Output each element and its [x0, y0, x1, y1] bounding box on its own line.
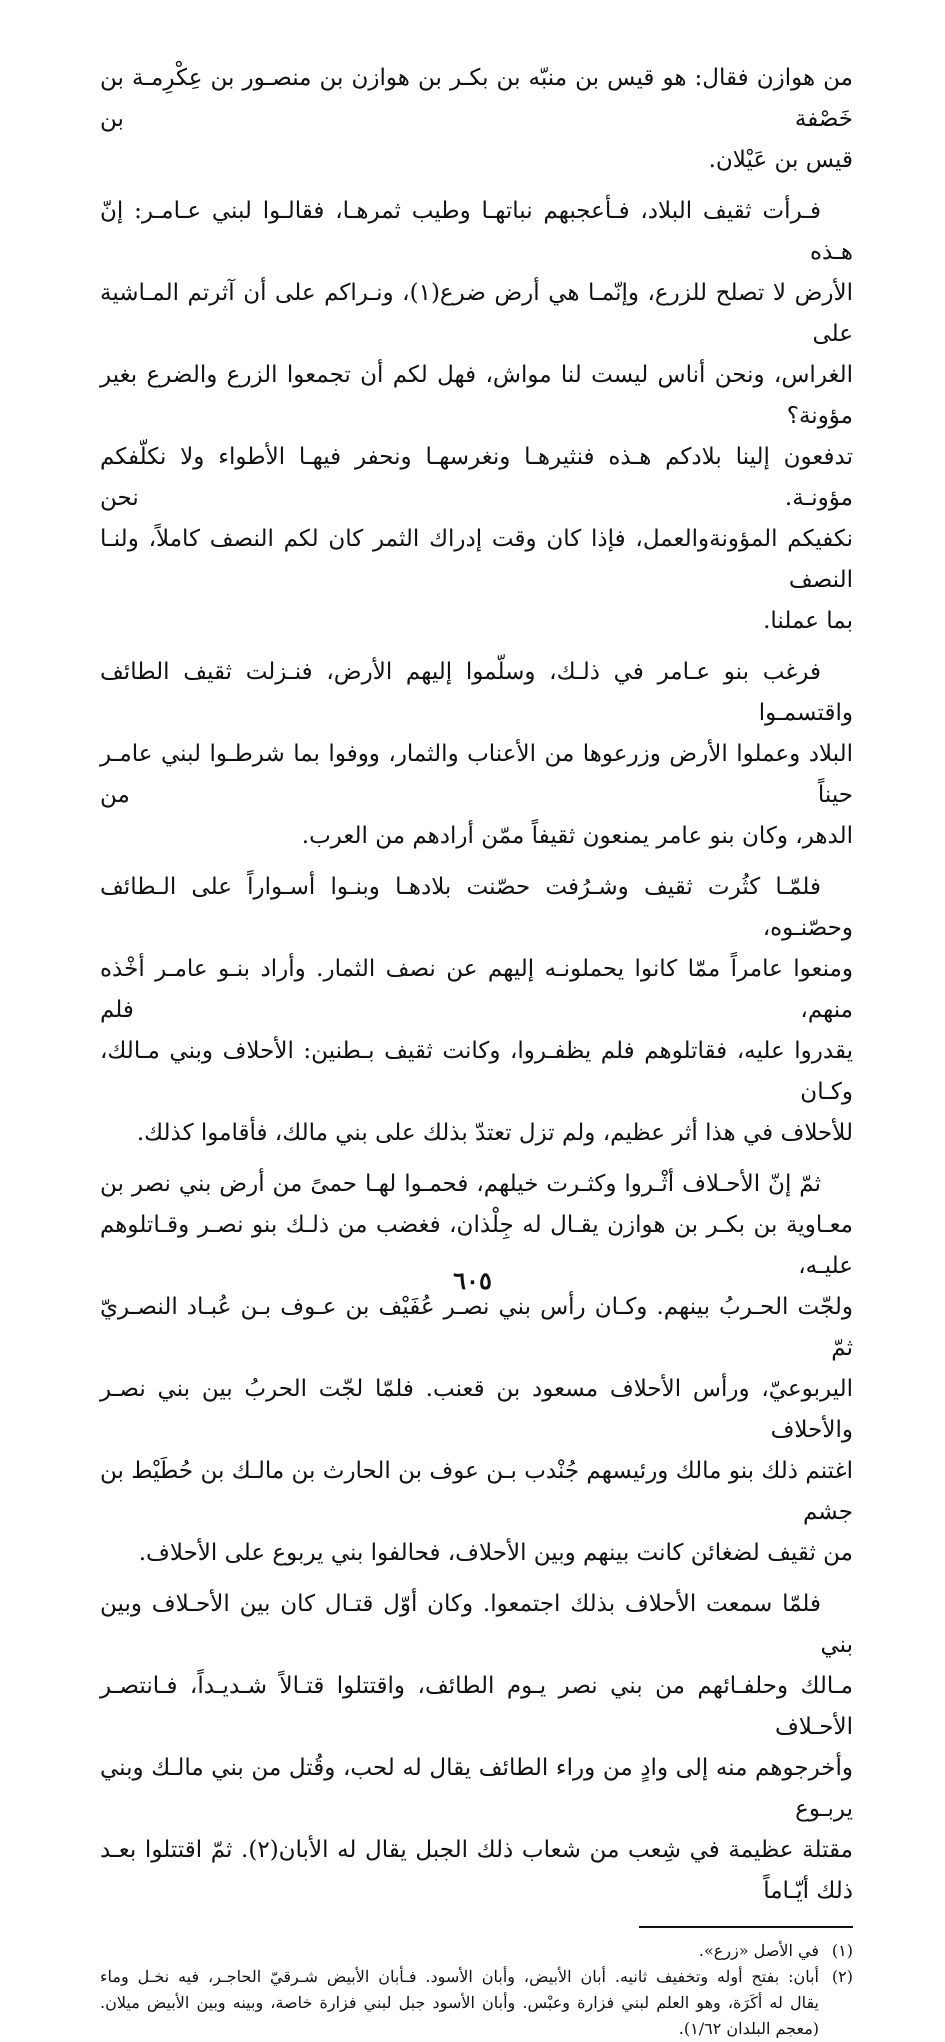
footnote-separator [639, 1926, 853, 1928]
text-line: ولجّت الحـربُ بينهم. وكـان رأس بني نصـر عُفَيْف بن عـوف بـن عُبـاد النصـريّ ثمّ [100, 1294, 853, 1361]
paragraph [100, 191, 853, 642]
page-number: ٦٠٥ [453, 1266, 492, 1295]
text-line: تدفعون إلينا بلادكم هـذه فنثيرهـا ونغرسهـا ونحفر فيهـا الأطواء ولا نكلّفكم مؤونـة. نحن [100, 444, 853, 511]
text-line: مقتلة عظيمة في شِعب من شعاب ذلك الجبل يقال له الأبان(٢). ثمّ اقتتلوا بعـد ذلك أيّـاماً [100, 1837, 853, 1904]
footnote-number: (٢) [831, 1967, 853, 1986]
footnote-text [100, 1964, 819, 2042]
text-line: الأرض لا تصلح للزرع، وإنّمـا هي أرض ضرع(١)، ونـراكم على أن آثرتم المـاشية على [100, 280, 853, 347]
paragraph [100, 1164, 853, 1574]
text-line: وأخرجوهم منه إلى وادٍ من وراء الطائف يقال له لحب، وقُتل من بني مالـك وبني يربـوع [100, 1755, 853, 1822]
footnote-line: أبان: بفتح أوله وتخفيف ثانيه. أبان الأبيض، وأبان الأسود. فـأبان الأبيض شـرقيّ الحاجـر، فيه نخـل وماء [100, 1967, 819, 1986]
footnote-line: يقال له أكَرَة، وهو العلم لبني فزارة وعبْس. وأبان الأسود جبل لبني فزارة خاصة، وبينه وبين الأبيض ميلان. [100, 1993, 819, 2012]
text-line: فـرأت ثقيف البلاد، فـأعجبهم نباتهـا وطيب ثمرهـا، فقالـوا لبني عـامـر: إنّ هـذه [100, 198, 853, 265]
paragraph [100, 652, 853, 857]
text-line: اليربوعيّ، ورأس الأحلاف مسعود بن قعنب. فلمّا لجّت الحربُ بين بني نصـر والأحلاف [100, 1376, 853, 1443]
text-line: اغتنم ذلك بنو مالك ورئيسهم جُنْدب بـن عوف بن الحارث بن مالـك بن حُطَيْط بن جشم [100, 1458, 853, 1525]
text-line: بما عملنا. [763, 608, 853, 634]
footnote-text [100, 1938, 819, 1964]
text-line: للأحلاف في هذا أثر عظيم، ولم تزل تعتدّ بذلك على بني مالك، فأقاموا كذلك. [136, 1120, 853, 1146]
paragraph [100, 1584, 853, 1912]
text-line: يقدروا عليه، فقاتلوهم فلم يظفـروا، وكانت ثقيف بـطنين: الأحلاف وبني مـالك، وكـان [100, 1038, 853, 1105]
text-line: الغراس، ونحن أناس ليست لنا مواش، فهل لكم أن تجمعوا الزرع والضرع بغير مؤونة؟ [100, 362, 853, 429]
text-line: مـالك وحلفـائهم من بني نصر يـوم الطائف، واقتتلوا قتـالاً شـديـداً، فـانتصـر الأحـلاف [100, 1673, 853, 1740]
text-line: من هوازن فقال: هو قيس بن منبّه بن بكـر بن هوازن بن منصـور بن عِكْرِمـة بن خَصْفة بن [100, 65, 853, 132]
footnote-line: في الأصل «زرع». [698, 1941, 819, 1960]
text-line: من ثقيف لضغائن كانت بينهم وبين الأحلاف، فحالفوا بني يربوع على الأحلاف. [138, 1540, 853, 1566]
text-line: البلاد وعملوا الأرض وزرعوها من الأعناب والثمار، ووفوا بما شرطـوا لبني عامـر حيناً من [100, 741, 853, 808]
footnote [100, 1964, 853, 2042]
text-line: فلمّـا كثُرت ثقيف وشـرُفت حصّنت بلادهـا وبنـوا أسـواراً على الـطائف وحصّنـوه، [100, 874, 853, 941]
text-line: فرغب بنو عـامر في ذلـك، وسلّموا إليهم الأرض، فنـزلت ثقيف الطائف واقتسمـوا [100, 659, 853, 726]
text-line: نكفيكم المؤونةوالعمل، فإذا كان وقت إدراك الثمر كان لكم النصف كاملاً، ولنـا النصف [100, 526, 853, 593]
footnote [100, 1938, 853, 1964]
main-text [100, 58, 853, 1912]
text-line: قيس بن عَيْلان. [708, 147, 853, 173]
footnote-line: (معجم البلدان ١/٦٢). [678, 2019, 819, 2038]
text-line: معـاوية بن بكـر بن هوازن يقـال له جِلْذان، فغضب من ذلـك بنو نصـر وقـاتلوهم عليـه، [100, 1212, 853, 1279]
paragraph [100, 867, 853, 1154]
footnotes [100, 1938, 853, 2042]
text-line: ثمّ إنّ الأحـلاف أثْـروا وكثـرت خيلهم، فحمـوا لهـا حمىً من أرض بني نصر بن [100, 1171, 821, 1197]
footnote-number: (١) [831, 1941, 853, 1960]
paragraph [100, 58, 853, 181]
text-line: فلمّا سمعت الأحلاف بذلك اجتمعوا. وكان أوّل قتـال كان بين الأحـلاف وبين بني [100, 1591, 853, 1658]
text-line: ومنعوا عامراً ممّا كانوا يحملونـه إليهم عن نصف الثمار. وأراد بنـو عامـر أخْذه منهم، فلم [100, 956, 853, 1023]
text-line: الدهر، وكان بنو عامر يمنعون ثقيفاً ممّن أرادهم من العرب. [301, 823, 853, 849]
